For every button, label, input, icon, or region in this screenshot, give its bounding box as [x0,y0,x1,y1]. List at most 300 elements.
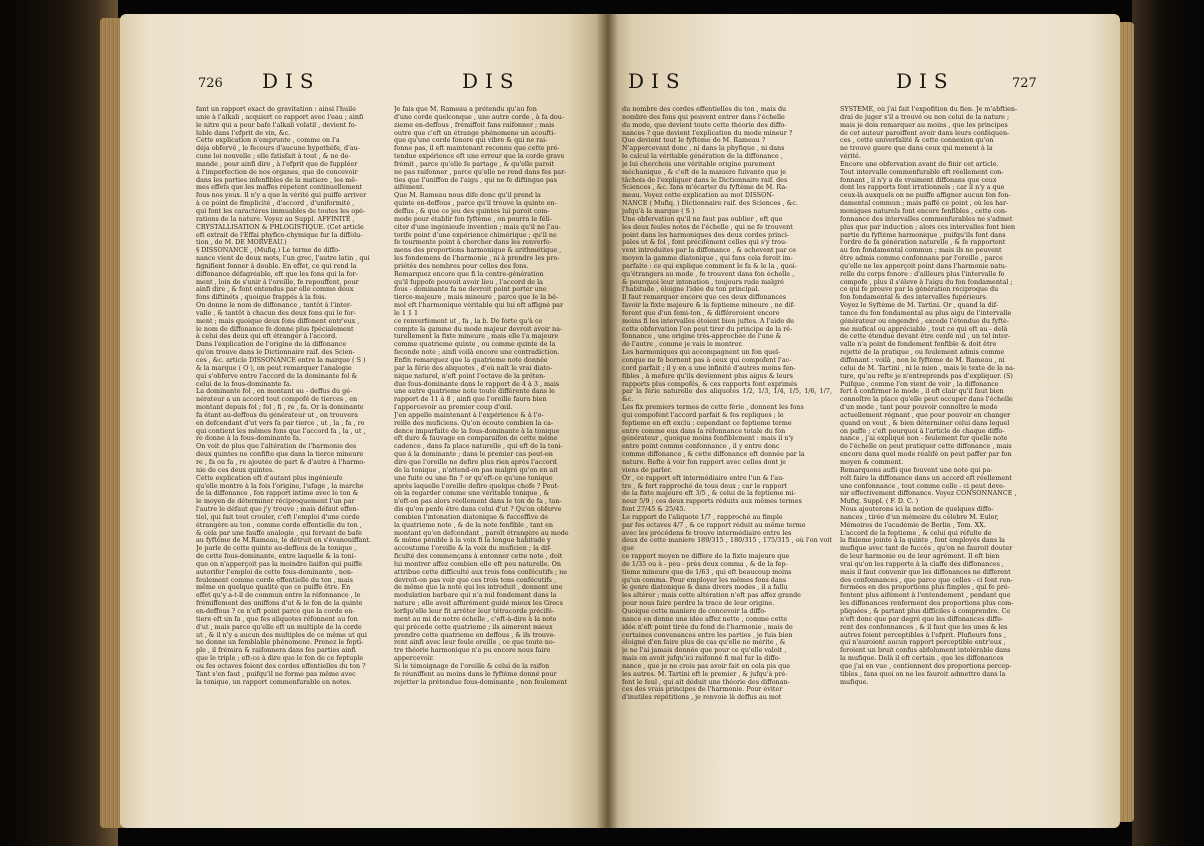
text-line: par la férie naturelle des aliquotes 1/2, 1/3, 1/4, 1/5, 1/6, 1/7, &c. [622,387,832,404]
text-line: ties que l'uniffon de l'aigu , qui ne fe diftingue pas [394,175,558,184]
text-line: Remarquons aufli que fouvent une note qui pa- [840,465,993,474]
text-line: eft dure & fauvage en comparaifon de cette même [394,434,558,443]
text-line: mais il faut convenir que les diffonances ne different [840,567,1011,576]
text-line: favoir la fixte majeure & la feptieme mineure , ne dif- [622,301,796,310]
text-line: ces des vrais principes de l'harmonie. Pour éviter [622,685,783,694]
text-line: mande , pour ainfi dire , à l'efprit que de fuppléer [196,159,358,168]
text-line: qu'il fuppofe pouvoit avoir lieu , l'accord de la [394,277,543,286]
text-line: les deux feules notes de l'échelle , qui ne fe trouvent [622,222,793,231]
text-line: § DISSONANCE , (Mufiq.) Le terme de diffo- [196,246,341,255]
text-line: des confonnances , que parce que celles - ci font ren- [840,575,1013,584]
text-line: tâchois de l'expliquer dans le Dictionnaire raif. des [622,175,788,184]
text-line: qui n'auroient aucun rapport perceptible entr'eux , [840,638,1006,647]
text-line: dis qu'on penfe être dans celui d'ut ? Qu'on obferve [394,505,562,514]
text-line: cadence , dans fa place naturelle , qui eft de la toni- [394,442,563,451]
text-line: eft extrait de l'Effai phyfico-chymique fur la diffolu- [196,230,363,239]
text-line: actuellement régnant , que pour pouvoir en changer [840,410,1011,419]
text-line: en defcendant d'ut vers fa par tierce , ut , la , fa , re [196,418,365,427]
text-line: modulation barbare qui n'a nul fondement dans la [394,591,557,600]
text-line: On donne le nom de diffonance , tantôt à l'inter- [196,301,353,310]
text-line: ces , &c. article DISSONANCE entre la marque ( S ) [196,356,366,364]
text-line: de cette étendue devant être cenfé nul , un tel inter- [840,332,1011,341]
page-edges-right [1118,22,1134,822]
text-line: & même pénible à la voix fi la longue habitude y [394,536,551,545]
left-page-column-1 [196,106,384,756]
text-line: vérité. [840,152,861,161]
text-line: nance , que je ne crois pas avoir fait en cela pis que [622,661,791,670]
text-line: Voyez le Syftème de M. Tartini. Or , quand la dif- [840,301,999,310]
text-line: nature. Refte à voir fon rapport avec celles dont je [622,457,786,466]
text-line: frémiffement des uniffons d'ut & le fon de la quinte [196,599,363,608]
text-line: deux de cette maniere 189/315 , 180/315 , 175/315 , où l'on voit que [622,536,832,553]
right-page-column-2 [840,106,1044,756]
text-line: moniques naturels font encore fenfibles , cette con- [840,206,1008,215]
text-line: qu'un comma. Pour employer les mêmes fons dans [622,575,787,584]
text-line: fibles , à mefure qu'ils deviennent plus aigus & leurs [622,371,793,380]
right-page-number: 727 [1012,76,1037,91]
text-line: deffus , & que ce jeu des quintes lui paroit com- [394,206,550,215]
text-line: Une obfervation qu'il ne faut pas oublier , eft que [622,214,783,223]
text-line: diffonance défagréable, eft que les fons qui la for- [196,269,358,278]
text-line: cette obfervation l'on peut tirer du principe de la ré- [622,324,793,333]
text-line: qu'on trouve dans le Dictionnaire raif. des Scien- [196,348,355,357]
text-line: & pourquoi leur intonation , toujours rude malgré [622,277,784,286]
text-line: diffonant : voilà , non le fyftème de M. Rameau , ni [840,356,1005,364]
text-line: priétés des nombres pour celles des fons. [394,261,529,270]
text-line: deux quintes ne confifte que dans la tierce mineure [196,450,364,459]
text-line: feconde note ; ainfi voilà encore une contradiction. [394,348,560,357]
text-line: de cette fous-dominante, entre laquelle & la toni- [196,552,356,561]
text-line: Que M. Rameau nous dife donc qu'il prend la [394,191,541,200]
text-line: neur 5/9 ; ces deux rapports réduits aux mêmes termes [622,497,802,506]
text-line: de la diffonance , fon rapport intime avec le ton & [196,489,359,498]
text-line: compofe , plus il s'éleve à l'aigu du fon fondamental ; [840,277,1013,286]
text-line: lui montrer affez combien elle eft peu naturelle. On [394,559,562,568]
text-line: de même que la note qui les introduit , donnent une [394,583,563,592]
text-line: ces , cette univerfalité & cette connexion qu'on [840,136,994,145]
text-line: mufique avec tant de fuccès , qu'on ne fauroit douter [840,544,1013,553]
text-line: Dans l'explication de l'origine de la diffonance [196,340,347,349]
text-line: ne trouve guere que dans ceux qui menent à la [840,144,993,153]
text-line: Remarquez encore que fi la contre-génération [394,269,544,278]
text-line: L'accord de la feptieme , & celui qui réfulte de [840,528,992,537]
text-line: à l'imperfection de nos organes, que de concevoir [196,167,358,176]
dark-background-right [1132,0,1204,846]
text-line: rations de la nature. Voyez au Suppl. AFFINITÉ , [196,214,355,223]
text-line: re , fa ou fa , re ajoutée de part & d'autre à l'harmo- [196,457,366,466]
text-line: la quatrieme note , & de la note fenfible , tant en [394,520,554,529]
text-line: je lui cherchois une véritable origine purement [622,159,775,168]
text-line: autres foient perceptibles à l'efprit. Plufieurs fons , [840,630,1006,639]
text-line: de cet auteur paroiffent avoir dans leurs conféquen- [840,128,1010,137]
text-line: de 1/35 ou à - peu - près deux comma , & de la fep- [622,559,788,568]
text-line: Nous ajouterons ici la notion de quelques diffo- [840,505,994,514]
text-line: Puifque , comme l'on vient de voir , la diffonance [840,379,999,388]
text-line: ficulté des commençans à entonner cette note , doit [394,552,563,561]
text-line: aifément. [394,183,425,192]
left-page-number: 726 [198,76,223,91]
right-page-running-head-left: DIS [628,69,687,93]
text-line: Je fais que M. Rameau a prétendu qu'au fon [394,106,537,113]
text-line: damental commun ; mais paffé ce point , où les har- [840,199,1009,208]
text-line: tierce-majeure , mais mineure , parce que le la bé- [394,293,559,302]
text-line: fent le feul , qui ait déduit une théorie des diffonan- [622,677,790,686]
text-line: une confonnance , tout comme celle - ci peut deve- [840,481,1006,490]
text-line: encore dans quel mode réalifé on peut paffer par fon [840,450,1012,459]
text-line: cord parfait ; il y en a une infinité d'autres moins fen- [622,363,796,372]
text-line: certaines convenances entre les parties , je fuis bien [622,630,793,639]
text-line: Les fix premiers termes de cette férie , donnent les fons [622,403,804,412]
text-line: unie à l'alkali , acquiert ce rapport avec l'eau ; ainfi [196,112,364,121]
text-line: me mufical ou appréciable , tout ce qui eft au - delà [840,324,1008,333]
text-line: celui de la fous-dominante fa. [196,379,292,388]
text-line: qui contient les mêmes fons que l'accord fa , la , ut , [196,426,366,435]
text-line: d'inutiles répétitions , je renvoie là deffus au mot [622,693,782,702]
text-line: moyen & comment. [840,457,904,466]
text-line: compte la gamme du mode majeur devroit avoir na- [394,324,563,333]
text-line: moins fi les intervalles étoient bien juftes. A l'aide de [622,316,795,325]
text-line: de la tonique , n'attend-on pas malgré qu'on en ait [394,465,558,474]
text-line: générateur ou engendré , excede l'étendue du fyftè- [840,316,1009,325]
text-line: autorifer l'emploi de cette fous-dominante , non- [196,567,354,576]
text-line: jufqu'à la marque ( S ) [622,206,695,215]
left-page [120,14,606,828]
text-line: nance vient de deux mots, l'un grec, l'autre latin , qui [196,254,370,263]
text-line: J'en appelle maintenant à l'expérience & à l'o- [394,410,544,419]
text-line: valle n'a point de fondement fenfible & doit être [840,340,997,349]
text-line: fa étant au-deffous du générateur ut , on trouvera [196,410,358,419]
text-line: qui font les caractères immuables de toutes les opé- [196,206,366,215]
text-line: ceux-là auxquels on ne puiffe affigner aucun fon fon- [840,191,1011,200]
text-line: à ce point de fimplicité , d'accord , d'uniformité , [196,199,355,208]
text-line: partie du fyftème harmonique , puifqu'ils font dans [840,230,1006,239]
text-line: font 27/45 & 25/45. [622,505,686,514]
text-line: déja obfervé , le fecours d'aucune hypothèfe, d'au- [196,144,360,153]
text-line: & cela par une fauffe analogie , qui fervant de bafe [196,528,362,537]
text-line: tre théorie harmonique n'a pu encore nous faire [394,646,551,655]
text-line: mol eft l'harmonique véritable qui lui eft affigné par [394,301,564,310]
text-line: même en quelque qualité que ce puiffe être. En [196,583,351,592]
text-line: reille des muficiens. Qu'on écoute combien la ca- [394,418,554,427]
text-line: fonnance des intervalles commenfurables ne s'admet [840,214,1013,223]
text-line: générateur , quoique moins fenfiblement : mais il n'y [622,434,794,443]
text-line: ut , & il n'y a aucun des multiples de ce même ut qui [196,630,367,639]
text-line: ne donne un femblable phénomene. Prenez le fepti- [196,638,364,647]
text-line: rent ainfi avec leur feule oreille , ce que toute no- [394,638,555,647]
text-line: du mode, que devient toute cette théorie des diffo- [622,120,787,129]
text-line: feulement comme corde effentielle du ton , mais [196,575,353,584]
text-line: éloigné d'en faire plus de cas qu'elle ne mérite , & [622,638,786,647]
text-line: nances ? que devient l'explication du mode mineur ? [622,128,793,137]
right-page-running-head-right: DIS [896,69,955,93]
text-line: connoître la place qu'elle peut occuper dans l'échelle [840,395,1013,404]
text-line: n'eft-on pas alors réellement dans le ton de fa , tan- [394,497,562,506]
text-line: roît faire la diffonance dans un accord eft réellement [840,473,1012,482]
text-line: qui précede cette quatrieme ; ils aimerent mieux [394,622,553,631]
text-line: on paffe ; c'eft pourquoi à l'article de chaque diffo- [840,426,1005,435]
text-line: CRYSTALLISATION & PHLOGISTIQUE. (Cet article [196,222,364,231]
text-line: La dominante fol , en montant au - deffus du gé- [196,387,353,396]
text-line: tieme mineure que de 1/63 , qui eft beaucoup moins [622,567,792,576]
text-line: n'eft donc que par degré que les diffonances diffe- [840,614,1004,623]
text-line: mais je dois remarquer au moins , que les principes [840,120,1008,129]
text-line: drai de juger s'il a trouvé ou non celui de la nature ; [840,112,1010,121]
text-line: que on n'apperçoit pas la moindre liaifon qui puiffe [196,559,363,568]
text-line: nance en donne une idée affez nette , comme cette [622,614,788,623]
text-line: point dans les harmoniques des deux cordes princi- [622,230,790,239]
text-line: Les harmoniques qui accompagnent un fon quel- [622,348,781,357]
left-page-running-head-right: DIS [462,69,521,93]
text-line: je ne l'ai jamais donnée que pour ce qu'elle valoit , [622,646,787,655]
text-line: tibles , fans quoi on ne les fauroit admettre dans la [840,669,1006,678]
text-line: le 1 1 1 [394,308,419,317]
text-line: que à la dominante ; dans le premier cas peut-on [394,450,553,459]
text-line: zieme en-deffous , frémiffoit fans raifonner ; mais [394,120,555,129]
right-page [606,14,1120,828]
text-line: rejetté de la pratique , ou feulement admis comme [840,348,1005,357]
text-line: relle du corps fonore : d'ailleurs plus l'intervalle fe [840,269,1005,278]
right-page-column-1 [622,106,832,756]
text-line: accoutume l'oreille & la voix du muficien ; la dif- [394,544,552,553]
text-line: combien l'intonation diatonique & fucceffive de [394,512,549,521]
text-line: fous - dominante fa ne devroit point porter une [394,285,547,294]
text-line: d'une corde quelconque , une autre corde , à fa dou- [394,112,565,121]
text-line: ment au mi de notre échelle , c'eft-à-dire à la note [394,614,557,623]
text-line: après laquelle l'oreille defire quelque chofe ? Peut- [394,481,560,490]
text-line: valle , & tantôt à chacun des deux fons qui le for- [196,308,356,317]
text-line: pales ut & fol , font précifément celles qui s'y trou- [622,238,788,247]
text-line: devroit-on pas voir que ces trois tons confécutifs , [394,575,557,584]
text-line: en-deffous ? ce n'eft point parce que la corde en- [196,607,355,615]
text-line: NANCE ( Mufiq. ) Dictionnaire raif. des Sciences , &c. [622,199,798,208]
text-line: entre comme eux dans la réfonnance totale du fon [622,426,786,435]
text-line: celui de M. Tartini , ni le mien , mais le texte de la na- [840,363,1016,372]
text-line: être admis comme confonnans par l'oreille , parce [840,254,1003,263]
text-line: Tant s'en faut , puifqu'il ne forme pas même avec [196,669,356,678]
text-line: de l'autre , comme je vais le montrer. [622,340,743,349]
text-line: fous nos yeux. Il n'y a que la vérité qui puiffe arriver [196,191,367,200]
text-line: l'ordre de fa génération naturelle , & fe rapportent [840,238,1006,247]
text-line: Si le témoignage de l'oreille & celui de la raifon [394,661,550,670]
text-line: fe réuniffent au moins dans le fyftème donné pour [394,669,557,678]
text-line: le calcul la véritable génération de la diffonance , [622,152,783,161]
text-line: & la marque ( O ), on peut remarquer l'analogie [196,363,352,372]
text-line: fons diftinéts , quoique frappés à la fois. [196,293,327,302]
text-line: outre que c'eft un étrange phénomene un acoufti- [394,128,556,137]
text-line: qui compofent l'accord parfait & fes repliques ; le [622,410,784,419]
text-line: de leur harmonie ou de leur agrément. Il eft bien [840,552,1000,561]
text-line: ne pas raifonner , parce qu'elle ne rend dans fes par- [394,167,567,176]
text-line: l'autre le défaut que j'y trouve ; mais défaut effen- [196,505,359,514]
text-line: comme quatrieme quinte , ou comme quinte de la [394,340,556,349]
text-line: luble dans l'efprit de vin, &c. [196,128,291,137]
text-line: Enfin remarquez que la quatrieme note donnée [394,356,548,364]
text-line: une autre quatrieme note toute différente dans le [394,387,555,396]
text-line: la mufique. Delà il eft certain , que les diffonances [840,654,1004,663]
text-line: attribue cette difficulté aux trois fons confécutifs ; ne [394,567,567,576]
text-line: Je parle de cette quinte au-deffous de la tonique , [196,544,357,553]
text-line: plus que par induction ; alors ces intervalles font bien [840,222,1016,231]
text-line: l'habitude , éloigne l'idée du ton principal. [622,285,760,294]
left-page-running-head-left: DIS [262,69,321,93]
text-line: feptieme en eft exclu : cependant ce feptieme terme [622,418,792,427]
text-line: le genre diatonique & dans divers modes , il a fallu [622,583,788,592]
text-line: Encore une obfervation avant de finir cet article. [840,159,999,168]
text-line: tiere eft un fa , que fes aliquotes réfonnent au fon [196,614,358,623]
text-line: au fon fondamental commun ; mais ils ne peuvent [840,246,1002,255]
text-line: Sciences , &c. fans m'écarter du fyftème de M. Ra- [622,183,788,192]
text-line: que qu'une corde fonore qui vibre & qui ne rai- [394,136,548,145]
text-line: nance , j'ai expliqué non - feulement fur quelle note [840,434,1008,443]
text-line: nérateur a un accord tout compofé de tierces , en [196,395,358,404]
text-line: la tonique, un rapport commenfurable en notes. [196,677,352,686]
text-line: le moyen de déterminer réciproquement l'un par [196,497,355,506]
text-line: d'ut , mais parce qu'elle eft un multiple de la corde [196,622,362,631]
text-line: nombre des fons qui peuvent entrer dans l'échelle [622,112,785,121]
text-line: mode pour établir fon fyftème , on pourra le félí- [394,214,552,223]
text-line: viens de parler. [622,465,672,474]
text-line: prendre cette quatrieme en deffous , & ils trouve- [394,630,556,639]
text-line: de l'échelle on peut pratiquer cette diffonance , mais [840,442,1012,451]
text-line: quinte en-deffous , parce qu'il trouve la quinte en- [394,199,557,208]
text-line: parfaite : ce qui explique comment le fa & le la , quoi- [622,261,797,270]
text-line: méchanique , & c'eft de la maniere fuivante que je [622,167,787,176]
text-line: montant qu'en defcendant , paroît étrangère au mode [394,528,569,537]
text-line: turellement la fixte mineure , mais elle l'a majeure [394,332,559,341]
text-line: les fondemens de l'harmonie , ni à prendre les pro- [394,254,560,263]
text-line: mais on avoit jufqu'ici raifonné fi mal fur la diffo- [622,654,781,663]
text-line: comme diffonance , & cette diffonance eft donnée par la [622,450,805,459]
text-line: ferent que d'un femi-ton , & différeroient encore [622,308,780,317]
text-line: tance du fon fondamental au plus aigu de l'intervalle [840,308,1012,317]
text-line: fentent plus aifément à l'entendement , pendant que [840,591,1011,600]
text-line: fignifient fonner à double. En effet, ce qui rend la [196,261,357,270]
text-line: au fyftème de M.Rameau, le détruit en s'évanouiffant. [196,536,372,545]
text-line: Il faut remarquer encore que ces deux diffonances [622,293,787,302]
text-line: qu'étrangers au mode , fe trouvent dans fon échelle , [622,269,795,278]
text-line: fert à confirmer le mode , il eft clair qu'il faut bien [840,387,1004,396]
text-line: due fous-dominante dans le rapport de 4 à 3 , mais [394,379,560,388]
text-line: Tout intervalle commenfurable eft réellement con- [840,167,1004,176]
text-line: pour nous faire perdre la trace de leur origine. [622,599,775,608]
text-line: ment ; mais quoique deux fons diffonent entr'eux , [196,316,360,325]
text-line: le nitre qui a pour bafe l'alkali volatil , devient fo- [196,120,357,129]
text-line: les diffonances renferment des proportions plus com- [840,599,1014,608]
text-line: moyen la gamme diatonique , qui fans cela feroit im- [622,254,793,263]
text-line: re donne à la fous-dominante fa. [196,434,302,443]
text-line: que le triple ; eft-ce à dire que le fon de ce feptuple [196,654,364,663]
text-line: Cette explication eft d'autant plus ingénieufe [196,473,343,482]
text-line: ture, qu'au refte je n'entreprends pas d'expliquer. (S) [840,371,1013,380]
text-line: une fuite ou une fin ? or qu'eft-ce qu'une tonique [394,473,553,482]
text-line: le nom de diffonance fe donne plus fpécialement [196,324,354,333]
text-line: les altérer ; mais cette altération n'eft pas affez grande [622,591,801,600]
text-line: frémit , parce qu'elle fe partage , & qu'elle paroit [394,159,555,168]
text-line: on la regarder comme une véritable tonique , & [394,489,550,498]
text-line: la fixieme jointe à la quinte , font employés dans la [840,536,1005,545]
text-line: qui s'obferve entre l'accord de la dominante fol & [196,371,358,380]
text-line: fe tourmente point à chercher dans les renverfe- [394,238,552,247]
text-line: idée n'eft point tirée du fond de l'harmonie , mais de [622,622,793,631]
text-line: tion , de M. DE MORVEAU.) [196,238,287,247]
text-line: à celui des deux qui eft étranger à l'accord. [196,332,338,341]
text-line: dence imparfaite de la fous-dominante à la tonique [394,426,560,435]
text-line: nir effectivement diffonance. Voyez CONSONNANCE , [840,489,1017,498]
text-line: torife point d'une expérience chimérique ; qu'il ne [394,230,557,239]
text-line: Le rapport de l'aliquote 1/7 , rapproché au fimple [622,512,783,521]
text-line: citer d'une ingénieufe invention ; mais qu'il ne l'au- [394,222,561,231]
text-line: quand on veut , & bien déterminer celui dans lequel [840,418,1010,427]
text-line: ce renverfement ut , fa , la b. De forte qu'à ce [394,316,543,325]
text-line: nature ; elle avoit affurément guidé mieux les Grecs [394,599,563,608]
text-line: fonnant , il n'y a de vraiment diffonans que ceux [840,175,997,184]
text-line: Mufiq. Suppl. ( F. D. C. ) [840,497,919,506]
text-line: cune loi nouvelle ; elle fatisfait à tout , & ne de- [196,152,351,161]
text-line: On voit de plus que l'altération de l'harmonie des [196,442,357,451]
text-line: nique naturel, n'eft point l'octave de la préten- [394,371,546,380]
text-line: rent des confonnances , & il faut que les unes & les [840,622,1008,631]
text-line: Quoique cette maniere de concevoir la diffo- [622,607,767,615]
left-page-column-2 [394,106,584,756]
text-line: ce rapport moyen ne differe de la fixte majeure que [622,552,790,561]
text-line: du nombre des cordes effentielles du ton , mais du [622,106,787,113]
text-line: rapport de 11 à 8 , ainfi que l'oreille faura bien [394,395,547,404]
text-line: l'appercevoir au premier coup d'œil. [394,403,513,412]
text-line: d'un mode , tant pour pouvoir connoître le mode [840,403,998,412]
text-line: nances , tirée d'un mémoire du célebre M. Euler, [840,512,999,521]
text-line: dont les rapports font irrationnels ; car il n'y a que [840,183,1005,192]
text-line: fant un rapport exact de gravitation : ainsi l'huile [196,106,356,113]
text-line: avec les précédens fe trouve intermédiaire entre les [622,528,792,537]
text-line: par fes octaves 4/7 , & ce rapport réduit au même terme [622,520,806,529]
text-line: SYSTÊME, où j'ai fait l'expofition du fien. Je m'abftien- [840,106,1018,113]
text-line: fonne pas, il eft maintenant reconnu que cette pré- [394,144,560,153]
text-line: ainfi dire , & font entendus par elle comme deux [196,285,354,294]
text-line: Or , ce rapport eft intermédiaire entre l'un & l'au- [622,473,785,482]
text-line: tiel, qui fait tout crouler, c'eft l'emploi d'une corde [196,512,360,521]
text-line: ple , il frémira & raifonnera dans fes parties ainfi [196,646,356,655]
text-line: qu'elle ne les apperçoit point dans l'harmonie natu- [840,261,1008,270]
text-line: de la fixte majeure eft 3/5 , & celui de la feptieme mi- [622,489,796,498]
text-line: mufique. [840,677,869,686]
text-line: effet qu'y a-t-il de commun entre la réfonnance , le [196,591,361,600]
text-line: meau. Voyez cette explication au mot DISSON- [622,191,775,200]
text-line: ou fes octaves foient des cordes effentielles du ton ? [196,661,366,670]
text-line: dire que l'oreille ne defire plus rien après l'accord [394,457,557,466]
text-line: conque ne fe bornent pas à ceux qui compofent l'ac- [622,356,792,364]
text-line: vrai qu'on les rapporte à la claffe des diffonances , [840,559,1004,568]
text-line: rejetter la prétendue fous-dominante , non feulement [394,677,567,686]
text-line: mens des proportions harmonique & arithmétique , [394,246,562,255]
text-line: que j'ai en vue , contiennent des proportions percep- [840,661,1012,670]
text-line: fonnance , une origine très-approchée de l'une & [622,332,782,341]
text-line: étrangère au ton , comme corde effentielle du ton , [196,520,362,529]
text-line: les autres. M. Tartini eft le premier , & jufqu'à pré- [622,669,788,678]
text-line: tendue expérience eft une erreur que la corde grave [394,152,565,161]
text-line: appercevoir. [394,654,435,663]
text-line: qu'elle montre à la fois l'origine, l'ufage , la marche [196,481,364,490]
text-line: tre , & fort rapproché de tous deux ; car le rapport [622,481,787,490]
text-line: mes effets que les maffes répetent continuellement [196,183,363,192]
text-line: nie de ces deux quintes. [196,465,275,474]
text-line: ment , loin de s'unir à l'oreille, fe repouffent, pour [196,277,359,286]
text-line: rapports plus compofés, & ces rapports font exprimés [622,379,798,388]
text-line: par la férie des aliquotes , d'où naît le vrai diato- [394,363,553,372]
text-line: Que devient tout le fyftème de M. Rameau ? [622,136,766,145]
text-line: montant depuis fol ; fol , fi , re , fa. Or la dominante [196,403,364,412]
text-line: pliquées , & partant plus difficiles à comprendre. Ce [840,607,1011,615]
text-line: N'appercevant donc , ni dans la phyfique , ni dans [622,144,785,153]
